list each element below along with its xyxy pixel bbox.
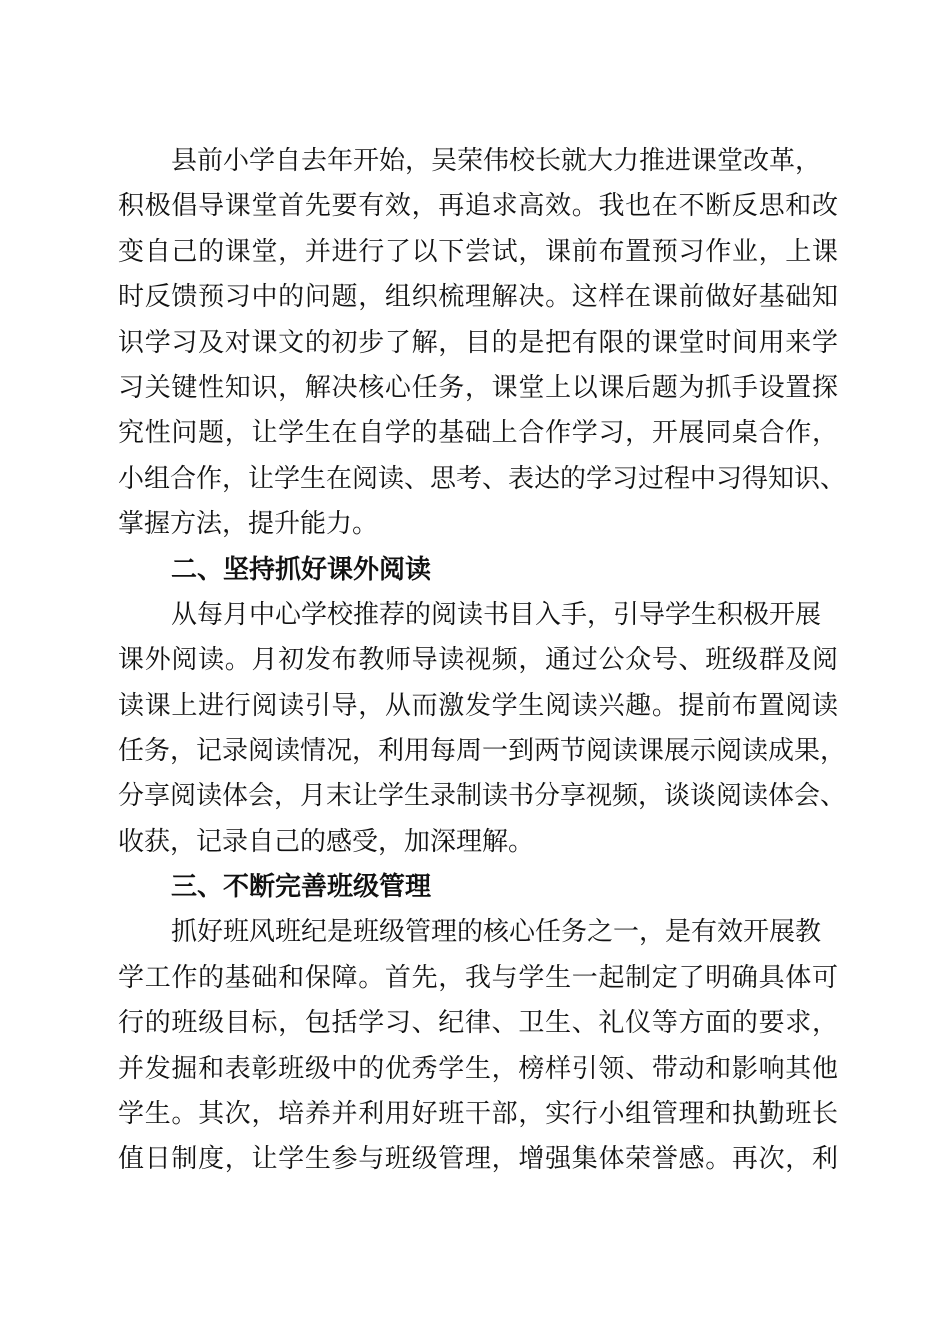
paragraph-1-line-5: 识学习及对课文的初步了解，目的是把有限的课堂时间用来学: [118, 328, 838, 358]
paragraph-3-line-4: 并发掘和表彰班级中的优秀学生，榜样引领、带动和影响其他: [118, 1054, 838, 1084]
paragraph-3-line-1: 抓好班风班纪是班级管理的核心任务之一，是有效开展教: [171, 917, 822, 947]
paragraph-1-line-2: 积极倡导课堂首先要有效，再追求高效。我也在不断反思和改: [118, 191, 838, 221]
paragraph-1-line-8: 小组合作，让学生在阅读、思考、表达的学习过程中习得知识、: [118, 464, 847, 494]
paragraph-3-line-2: 学工作的基础和保障。首先，我与学生一起制定了明确具体可: [118, 963, 838, 993]
paragraph-1-line-7: 究性问题，让学生在自学的基础上合作学习，开展同桌合作，: [118, 418, 838, 448]
paragraph-2-line-4: 任务，记录阅读情况，利用每周一到两节阅读课展示阅读成果，: [118, 736, 847, 766]
paragraph-1-line-1: 县前小学自去年开始，吴荣伟校长就大力推进课堂改革，: [171, 146, 822, 176]
paragraph-3-line-5: 学生。其次，培养并利用好班干部，实行小组管理和执勤班长: [118, 1099, 838, 1129]
paragraph-2-line-5: 分享阅读体会，月末让学生录制读书分享视频，谈谈阅读体会、: [118, 781, 847, 811]
paragraph-1-line-3: 变自己的课堂，并进行了以下尝试，课前布置预习作业，上课: [118, 237, 838, 267]
section-heading-2: 二、坚持抓好课外阅读: [171, 555, 432, 585]
paragraph-1-line-4: 时反馈预习中的问题，组织梳理解决。这样在课前做好基础知: [118, 282, 838, 312]
paragraph-3-line-6: 值日制度，让学生参与班级管理，增强集体荣誉感。再次，利: [118, 1144, 838, 1174]
paragraph-2-line-3: 读课上进行阅读引导，从而激发学生阅读兴趣。提前布置阅读: [118, 691, 838, 721]
paragraph-2-line-2: 课外阅读。月初发布教师导读视频，通过公众号、班级群及阅: [118, 645, 838, 675]
paragraph-3-line-3: 行的班级目标，包括学习、纪律、卫生、礼仪等方面的要求，: [118, 1008, 838, 1038]
section-heading-3: 三、不断完善班级管理: [171, 872, 432, 902]
paragraph-2-line-1: 从每月中心学校推荐的阅读书目入手，引导学生积极开展: [171, 600, 822, 630]
paragraph-2-line-6: 收获，记录自己的感受，加深理解。: [118, 827, 535, 857]
paragraph-1-line-6: 习关键性知识，解决核心任务，课堂上以课后题为抓手设置探: [118, 373, 838, 403]
paragraph-1-line-9: 掌握方法，提升能力。: [118, 509, 379, 539]
